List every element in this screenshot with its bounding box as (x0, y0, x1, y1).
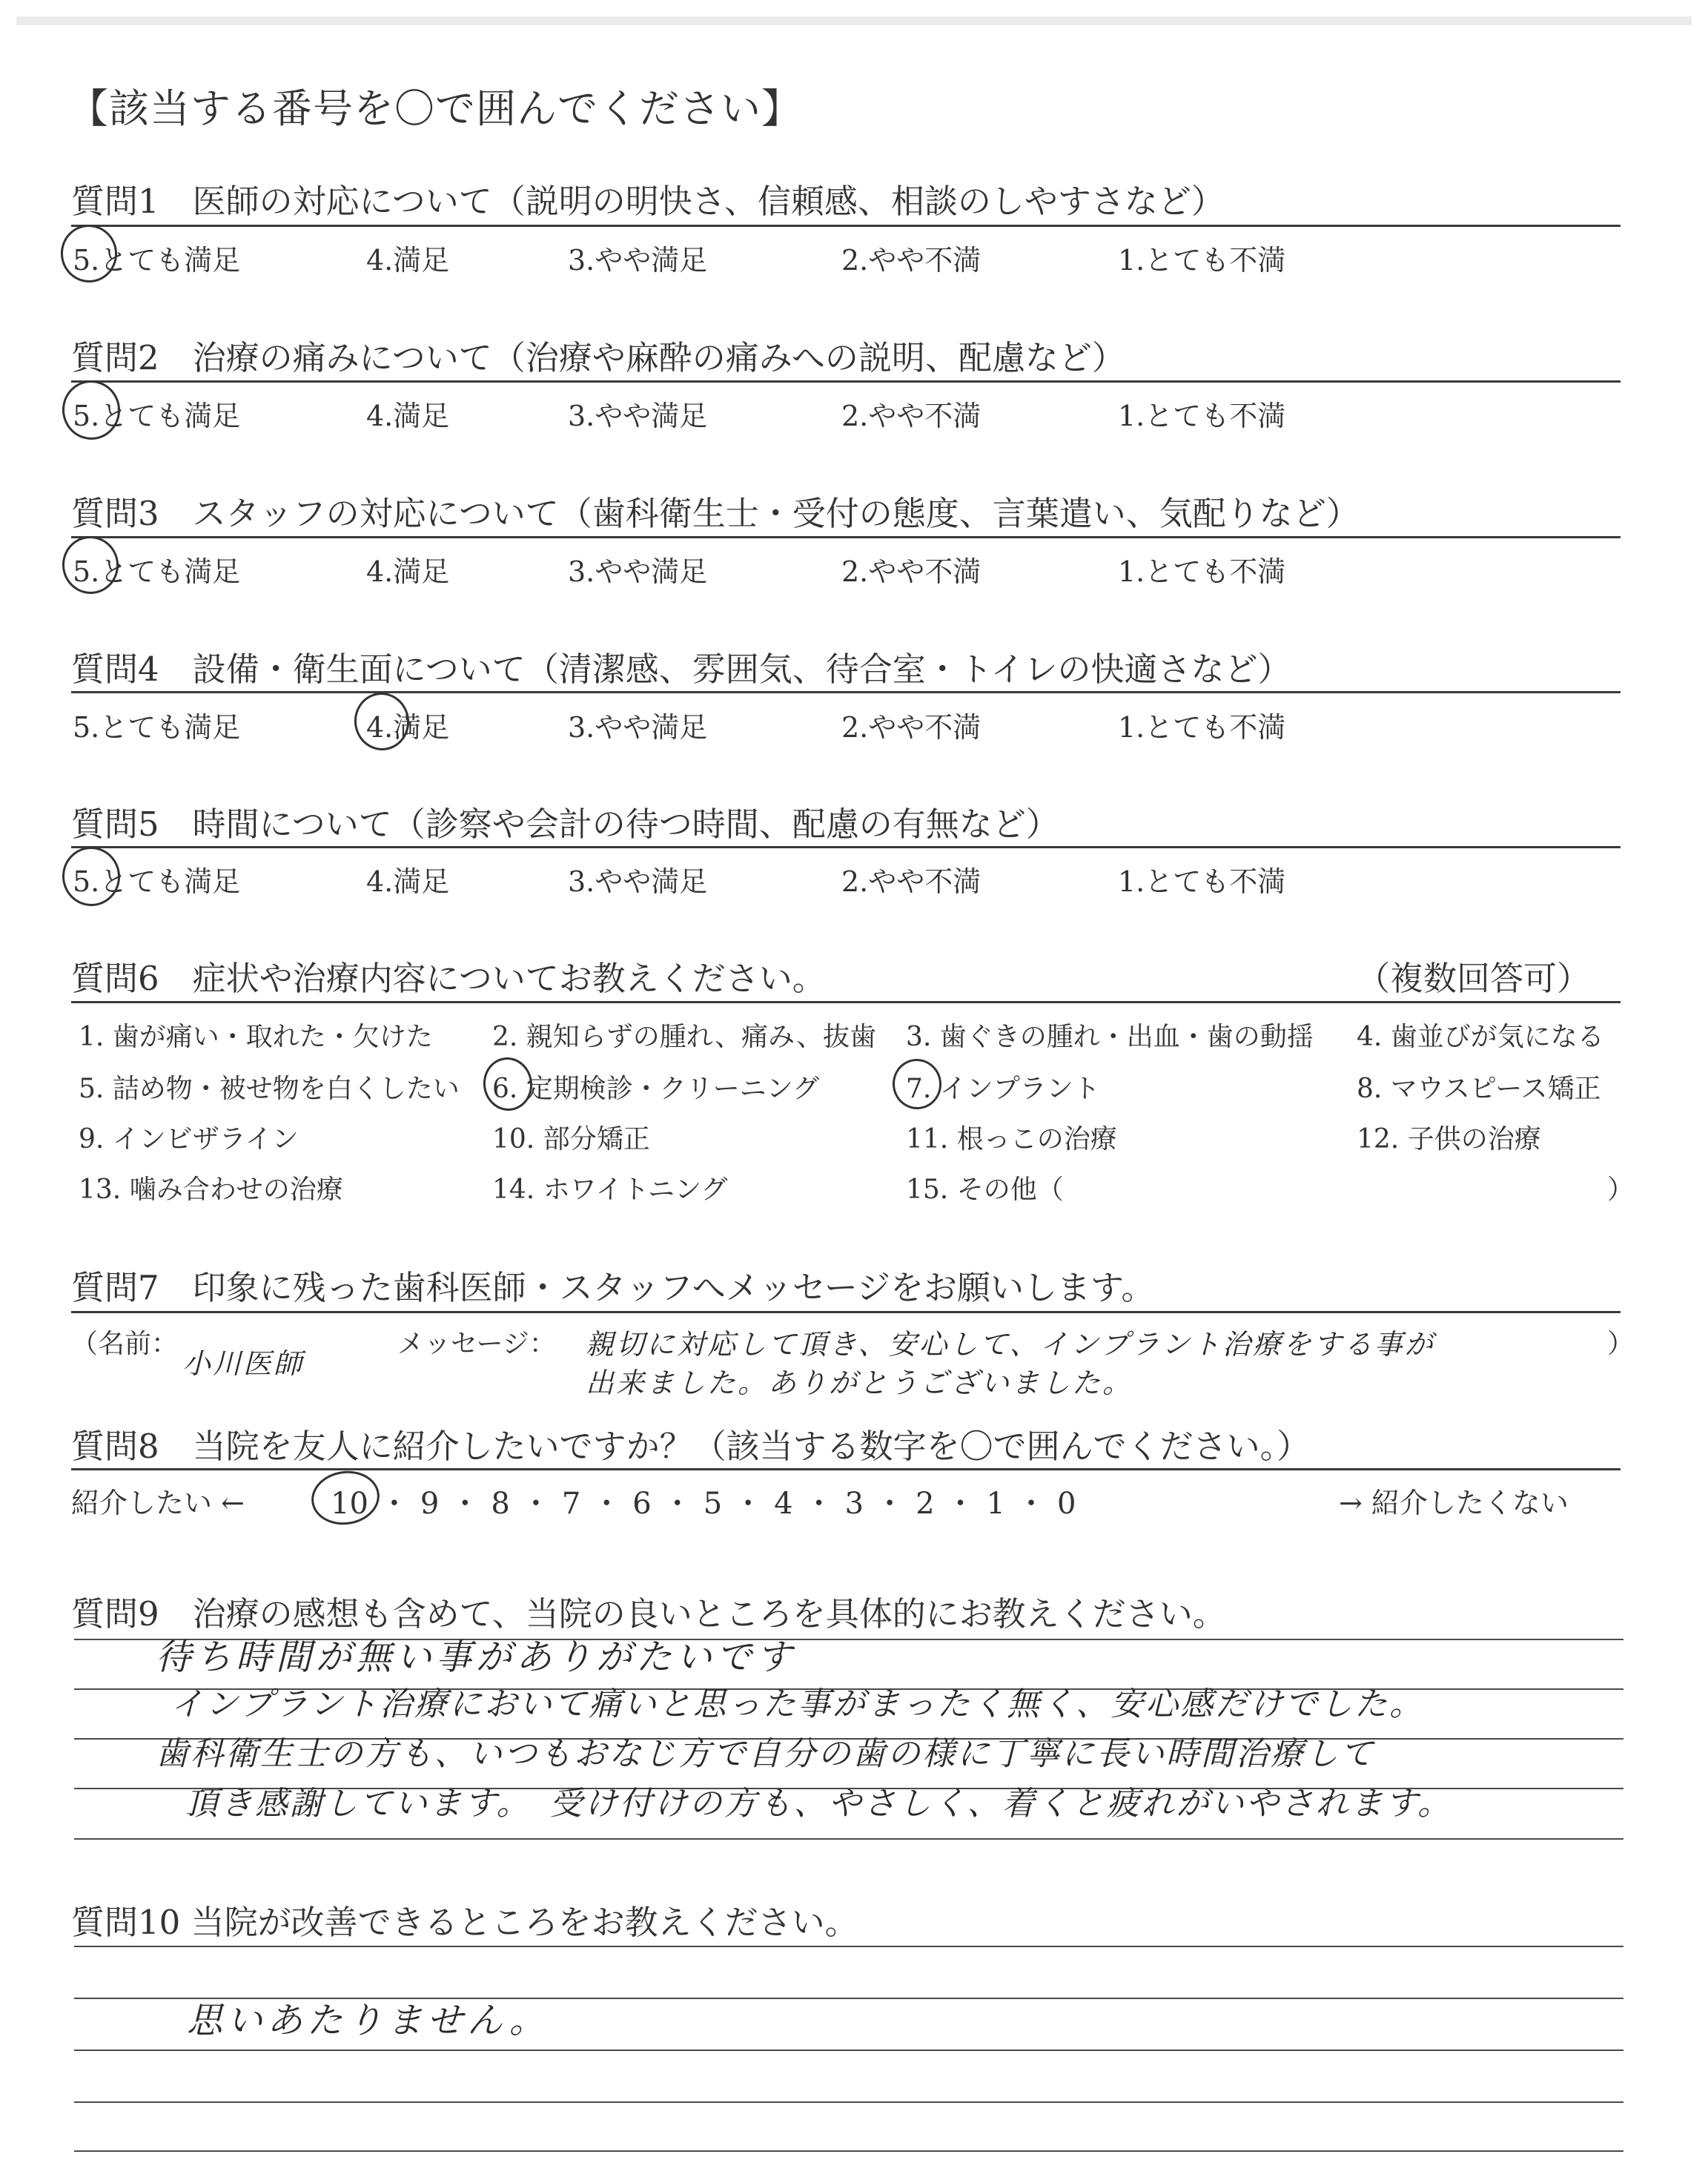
q8-separator: ・ (450, 1487, 480, 1521)
q7-message-label: メッセージ： (397, 1329, 556, 1359)
q6-option-2[interactable]: 2. 親知らずの腫れ、痛み、抜歯 (492, 1022, 877, 1052)
q8-value-8[interactable]: 8 (491, 1487, 510, 1521)
q8-value-2[interactable]: 2 (916, 1487, 935, 1521)
q2-option-3[interactable]: 3.やや満足 (568, 400, 708, 432)
q3-rule (71, 536, 1621, 538)
q7-name-value[interactable]: 小川医師 (182, 1347, 305, 1380)
q1-rule (71, 225, 1621, 227)
q2-rule (71, 380, 1621, 383)
q1-option-1[interactable]: 1.とても不満 (1118, 244, 1286, 277)
q8-separator: ・ (945, 1487, 976, 1521)
q3-option-4[interactable]: 4.満足 (366, 555, 450, 588)
q2-option-4[interactable]: 4.満足 (366, 400, 450, 432)
q4-rule (71, 691, 1621, 693)
q9-title: 質問9 治療の感想も含めて、当院の良いところを具体的にお教えください。 (71, 1594, 1226, 1634)
q5-option-4[interactable]: 4.満足 (366, 865, 450, 898)
q8-rule (71, 1468, 1621, 1470)
q2-option-5[interactable]: 5.とても満足 (73, 400, 241, 432)
q8-separator: ・ (379, 1487, 409, 1521)
q4-option-5[interactable]: 5.とても満足 (73, 711, 241, 744)
q8-separator: ・ (804, 1487, 834, 1521)
q8-separator: ・ (733, 1487, 764, 1521)
q6-option-12[interactable]: 12. 子供の治療 (1357, 1124, 1541, 1155)
q6-option-14[interactable]: 14. ホワイトニング (492, 1175, 728, 1205)
q1-option-3[interactable]: 3.やや満足 (568, 244, 708, 277)
q6-option-15[interactable]: 15. その他（ (906, 1175, 1064, 1205)
q6-option-8[interactable]: 8. マウスピース矯正 (1357, 1074, 1601, 1104)
q1-option-2[interactable]: 2.やや不満 (841, 244, 982, 277)
q3-title: 質問3 スタッフの対応について（歯科衛生士・受付の態度、言葉遣い、気配りなど） (71, 494, 1360, 533)
q2-option-1[interactable]: 1.とても不満 (1118, 400, 1286, 432)
q3-option-2[interactable]: 2.やや不満 (841, 555, 982, 588)
q1-option-5[interactable]: 5.とても満足 (73, 244, 241, 277)
q5-title: 質問5 時間について（診察や会計の待つ時間、配慮の有無など） (71, 805, 1059, 844)
q9-answer-line-3[interactable]: 歯科衛生士の方も、いつもおなじ方で自分の歯の様に丁寧に長い時間治療して (156, 1735, 1375, 1773)
q1-option-4[interactable]: 4.満足 (366, 244, 450, 277)
q4-option-3[interactable]: 3.やや満足 (568, 711, 708, 744)
q8-value-7[interactable]: 7 (561, 1487, 581, 1521)
q6-option-11[interactable]: 11. 根っこの治療 (906, 1124, 1117, 1155)
q6-option-5[interactable]: 5. 詰め物・被せ物を白くしたい (79, 1074, 460, 1104)
q6-option-13[interactable]: 13. 噛み合わせの治療 (79, 1175, 343, 1205)
q7-rule (71, 1311, 1621, 1313)
q9-answer-line-1[interactable]: 待ち時間が無い事がありがたいです (156, 1636, 797, 1678)
q5-option-2[interactable]: 2.やや不満 (841, 865, 982, 898)
q8-value-0[interactable]: 0 (1056, 1487, 1076, 1521)
q6-option-10[interactable]: 10. 部分矯正 (492, 1124, 650, 1155)
q8-separator: ・ (875, 1487, 905, 1521)
q8-left-label: 紹介したい ← (71, 1487, 245, 1519)
q8-value-4[interactable]: 4 (774, 1487, 793, 1521)
q6-option-1[interactable]: 1. 歯が痛い・取れた・欠けた (79, 1022, 433, 1052)
q5-option-1[interactable]: 1.とても不満 (1118, 865, 1286, 898)
q10-line (74, 1946, 1623, 1947)
q10-title: 質問10 当院が改善できるところをお教えください。 (71, 1903, 858, 1942)
q1-title: 質問1 医師の対応について（説明の明快さ、信頼感、相談のしやすさなど） (71, 182, 1225, 221)
q5-option-5[interactable]: 5.とても満足 (73, 865, 241, 898)
q10-line (74, 2050, 1623, 2051)
q7-close-paren: ） (1607, 1329, 1635, 1359)
q6-other-close-paren: ） (1607, 1175, 1635, 1205)
q4-option-4[interactable]: 4.満足 (366, 711, 450, 744)
q10-line (74, 2150, 1623, 2152)
q6-option-6[interactable]: 6. 定期検診・クリーニング (492, 1074, 820, 1104)
q7-title: 質問7 印象に残った歯科医師・スタッフへメッセージをお願いします。 (71, 1268, 1155, 1307)
q8-value-1[interactable]: 1 (986, 1487, 1005, 1521)
page-heading: 【該当する番号を〇で囲んでください】 (68, 85, 802, 132)
scan-top-edge (16, 16, 1692, 25)
q6-rule (71, 1001, 1621, 1003)
q10-answer[interactable]: 思いあたりません。 (187, 2000, 549, 2041)
q8-value-10[interactable]: 10 (331, 1487, 368, 1521)
q8-separator: ・ (1016, 1487, 1046, 1521)
q7-name-label: （名前： (71, 1329, 179, 1359)
q5-option-3[interactable]: 3.やや満足 (568, 865, 708, 898)
q8-scale (331, 1480, 1076, 1522)
q6-option-4[interactable]: 4. 歯並びが気になる (1357, 1022, 1604, 1052)
q2-title: 質問2 治療の痛みについて（治療や麻酔の痛みへの説明、配慮など） (71, 338, 1125, 377)
q3-option-3[interactable]: 3.やや満足 (568, 555, 708, 588)
q6-option-3[interactable]: 3. 歯ぐきの腫れ・出血・歯の動揺 (906, 1022, 1314, 1052)
q8-separator: ・ (662, 1487, 692, 1521)
q7-message-line-1[interactable]: 親切に対応して頂き、安心して、インプラント治療をする事が (586, 1328, 1435, 1361)
q4-title: 質問4 設備・衛生面について（清潔感、雰囲気、待合室・トイレの快適さなど） (71, 650, 1291, 689)
q2-option-2[interactable]: 2.やや不満 (841, 400, 982, 432)
q6-option-7[interactable]: 7. インプラント (906, 1074, 1100, 1104)
q3-option-1[interactable]: 1.とても不満 (1118, 555, 1286, 588)
q5-selection-circle (59, 843, 124, 910)
q5-rule (71, 846, 1621, 848)
q8-separator: ・ (520, 1487, 551, 1521)
q8-value-5[interactable]: 5 (703, 1487, 723, 1521)
q3-option-5[interactable]: 5.とても満足 (73, 555, 241, 588)
q8-separator: ・ (592, 1487, 622, 1521)
q6-title: 質問6 症状や治療内容についてお教えください。 (71, 959, 826, 998)
q9-answer-line-4[interactable]: 頂き感謝しています。 受け付けの方も、やさしく、着くと疲れがいやされます。 (185, 1785, 1453, 1823)
q6-option-9[interactable]: 9. インビザライン (79, 1124, 299, 1155)
q6-note: （複数回答可） (1357, 959, 1591, 998)
q10-line (74, 2101, 1623, 2103)
q8-value-6[interactable]: 6 (632, 1487, 652, 1521)
q8-value-3[interactable]: 3 (844, 1487, 864, 1521)
q8-title: 質問8 当院を友人に紹介したいですか？（該当する数字を〇で囲んでください。） (71, 1427, 1311, 1466)
q9-line (74, 1838, 1623, 1840)
q7-message-line-2[interactable]: 出来ました。ありがとうございました。 (586, 1367, 1133, 1399)
q4-option-2[interactable]: 2.やや不満 (841, 711, 982, 744)
q9-answer-line-2[interactable]: インプラント治療において痛いと思った事がまったく無く、安心感だけでした。 (171, 1685, 1425, 1723)
q4-option-1[interactable]: 1.とても不満 (1118, 711, 1286, 744)
q8-right-label: → 紹介したくない (1339, 1487, 1569, 1519)
q8-value-9[interactable]: 9 (420, 1487, 440, 1521)
